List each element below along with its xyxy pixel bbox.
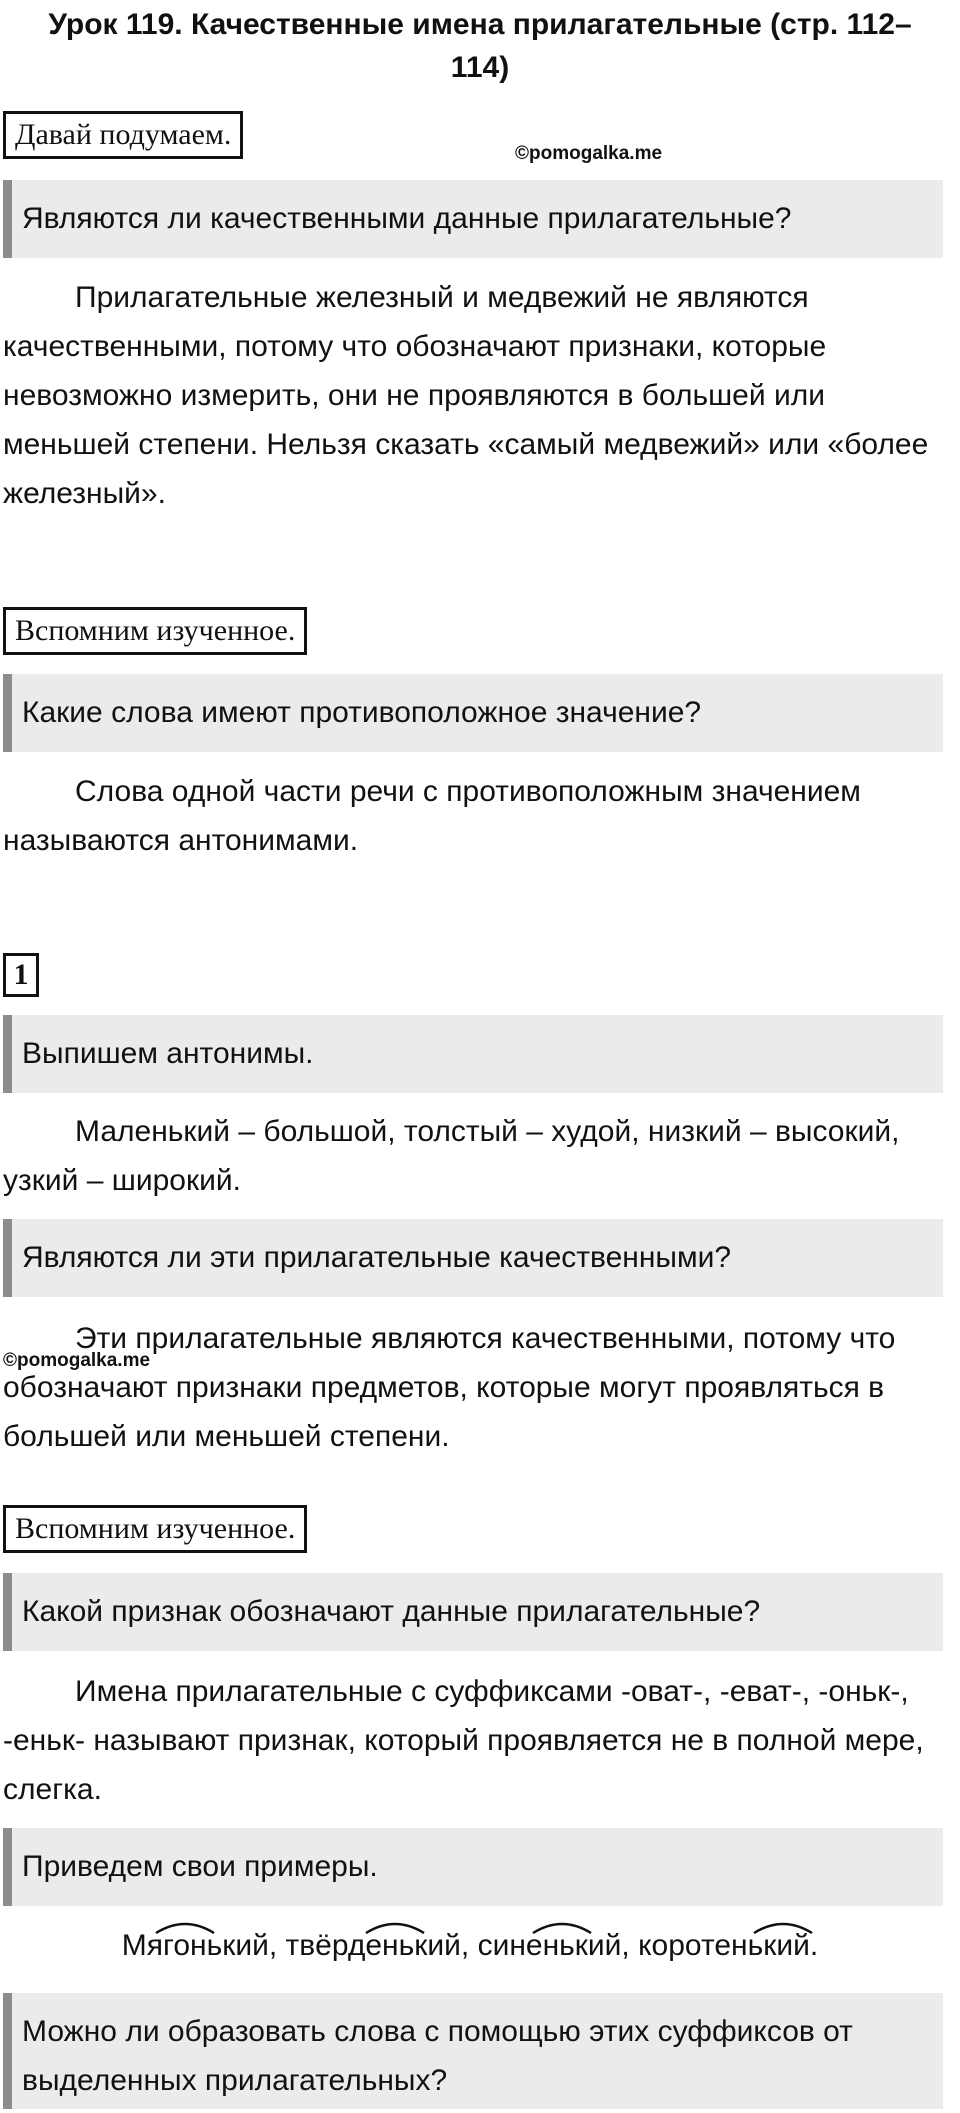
watermark: ©pomogalka.me: [3, 1350, 151, 1371]
answer-paragraph: Слова одной части речи с противоположным значением называются антонимами.: [3, 775, 861, 857]
section-label-think: Давай подумаем.: [3, 111, 243, 159]
question-block: Какой признак обозначают данные прилагательные?: [3, 1573, 943, 1651]
answer-paragraph: Прилагательные железный и медвежий не являются качественными, потому что обозначают признаки, которые невозможно измерить, они не проявляются в большей или меньшей степени. Нельзя сказать «самый медвежий» или «более железный».: [3, 281, 929, 510]
question-block: Приведем свои примеры.: [3, 1828, 943, 1906]
question-block: Какие слова имеют противоположное значение?: [3, 674, 943, 752]
question-block: Можно ли образовать слова с помощью этих суффиксов от выделенных прилагательных?: [3, 1993, 943, 2109]
question-block: Являются ли качественными данные прилагательные?: [3, 180, 943, 258]
section-label-remember: Вспомним изученное.: [3, 1505, 307, 1553]
title-line-2: 114): [450, 51, 510, 84]
exercise-number: 1: [3, 953, 39, 997]
question-block: Выпишем антонимы.: [3, 1015, 943, 1093]
section-label-remember: Вспомним изученное.: [3, 607, 307, 655]
answer-paragraph: Эти прилагательные являются качественными, потому что обозначают признаки предметов, которые могут проявляться в большей или меньшей степени.: [3, 1322, 896, 1453]
answer-paragraph: Имена прилагательные с суффиксами -оват-, -еват-, -оньк-, -еньк- называют признак, который проявляется не в полной мере, слегка.: [3, 1675, 924, 1806]
question-block: Являются ли эти прилагательные качественными?: [3, 1219, 943, 1297]
answer-paragraph: Маленький – большой, толстый – худой, низкий – высокий, узкий – широкий.: [3, 1115, 900, 1197]
title-line-1: Урок 119. Качественные имена прилагательные (стр. 112–: [48, 8, 912, 41]
watermark: ©pomogalka.me: [515, 143, 663, 164]
examples-line: Мягонький, твёрденький, синенький, коротенький.: [121, 1929, 819, 1962]
